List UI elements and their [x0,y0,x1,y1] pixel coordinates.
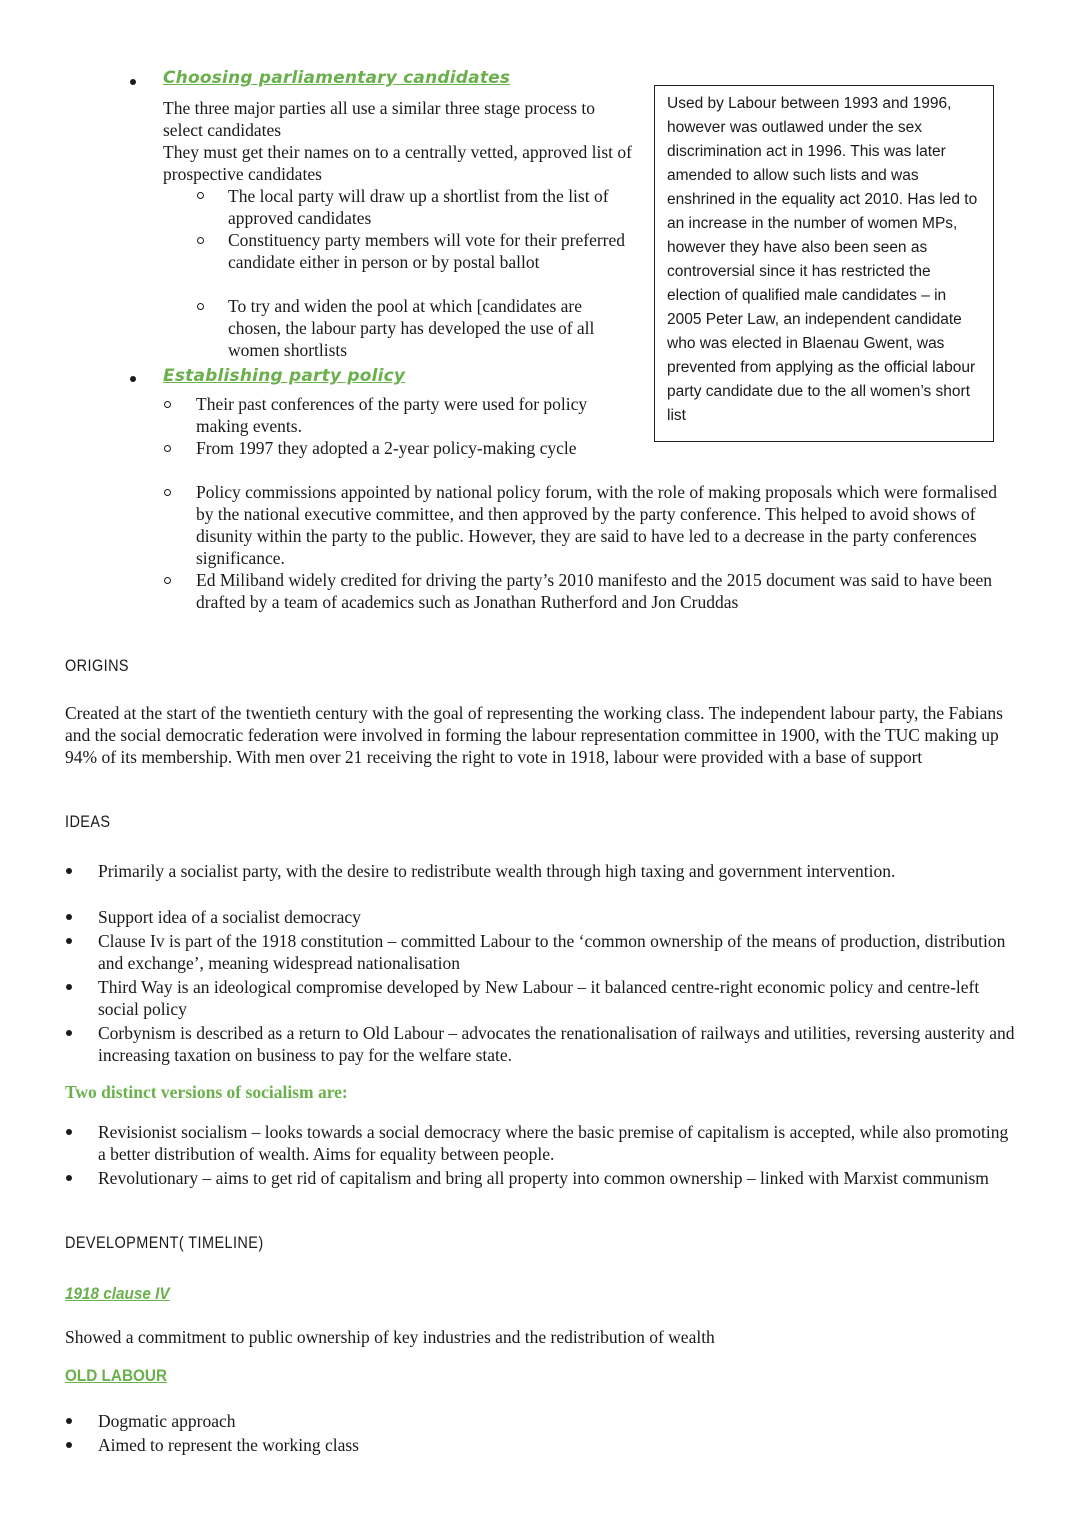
policy-heading: Establishing party policy [163,366,406,386]
candidates-item: Constituency party members will vote for their preferred candidate either in person or by postal ballot [228,230,626,272]
candidates-heading: Choosing parliamentary candidates [163,68,511,88]
clause-heading: 1918 clause IV [65,1284,170,1303]
ideas-item: Corbynism is described as a return to Old Labour – advocates the renationalisation of railways and utilities, reversing austerity and increasing taxation on business to pay for the welfare state. [98,1023,1015,1065]
bullet [164,445,171,452]
versions-heading: Two distinct versions of socialism are: [65,1082,348,1102]
bullet [164,577,171,584]
bullet [66,984,72,990]
clause-text: Showed a commitment to public ownership of key industries and the redistribution of wealth [65,1327,715,1347]
versions-item: Revolutionary – aims to get rid of capitalism and bring all property into common ownership – linked with Marxist communism [98,1168,989,1188]
policy-item: From 1997 they adopted a 2-year policy-making cycle [196,438,577,458]
origins-text: Created at the start of the twentieth century with the goal of representing the working class. The independent labour party, the Fabians and the social democratic federation were involved in forming the labour representation committee in 1900, with the TUC making up 94% of its membership. With men over 21 receiving the right to vote in 1918, labour were provided with a base of support [65,703,1003,767]
ideas-heading: IDEAS [65,812,111,831]
bullet [66,1030,72,1036]
development-heading: DEVELOPMENT( TIMELINE) [65,1233,264,1252]
candidates-item: The local party will draw up a shortlist from the list of approved candidates [228,186,609,228]
old-labour-heading: OLD LABOUR [65,1366,167,1385]
bullet [66,1129,72,1135]
ideas-item: Clause Iv is part of the 1918 constitution – committed Labour to the ‘common ownership of the means of production, distribution and exchange’, meaning widespread nationalisation [98,931,1006,973]
old-labour-item: Dogmatic approach [98,1411,236,1431]
bullet [66,868,72,874]
bullet [164,401,171,408]
ideas-item: Third Way is an ideological compromise developed by New Labour – it balanced centre-right economic policy and centre-left social policy [98,977,980,1019]
policy-item: Ed Miliband widely credited for driving the party’s 2010 manifesto and the 2015 document was said to have been drafted by a team of academics such as Jonathan Rutherford and Jon Cruddas [196,570,993,612]
ideas-item: Primarily a socialist party, with the desire to redistribute wealth through high taxing and government intervention. [98,861,896,881]
note-text: Used by Labour between 1993 and 1996, however was outlawed under the sex discrimination act in 1996. This was later amended to allow such lists and was enshrined in the equality act 2010. Has led to an increase in the number of women MPs, however they have also been seen as controversial since it has restricted the election of qualified male candidates – in 2005 Peter Law, an independent candidate who was elected in Blaenau Gwent, was prevented from applying as the official labour party candidate due to the all women’s short list [667,95,978,424]
candidates-intro-1: The three major parties all use a similar three stage process to select candidates [163,98,595,140]
bullet [66,1175,72,1181]
versions-item: Revisionist socialism – looks towards a social democracy where the basic premise of capitalism is accepted, while also promoting a better distribution of wealth. Aims for equality between people. [98,1122,1009,1164]
old-labour-item: Aimed to represent the working class [98,1435,359,1455]
bullet [197,237,204,244]
candidates-intro-2: They must get their names on to a centrally vetted, approved list of prospective candidates [163,142,632,184]
bullet [66,914,72,920]
bullet [130,376,136,382]
bullet [66,1442,72,1448]
bullet [164,489,171,496]
bullet [197,303,204,310]
candidates-item: To try and widen the pool at which [candidates are chosen, the labour party has developed the use of all women shortlists [228,296,595,360]
origins-heading: ORIGINS [65,656,130,675]
all-women-shortlist-note [654,85,994,442]
bullet [66,938,72,944]
policy-item: Policy commissions appointed by national policy forum, with the role of making proposals which were formalised by the national executive committee, and then approved by the party conference. This helped to avoid shows of disunity within the party to the public. However, they are said to have led to a decrease in the party conferences significance. [196,482,997,568]
policy-item: Their past conferences of the party were used for policy making events. [196,394,588,436]
bullet [130,79,136,85]
bullet [66,1418,72,1424]
ideas-item: Support idea of a socialist democracy [98,907,361,927]
bullet [197,192,204,199]
